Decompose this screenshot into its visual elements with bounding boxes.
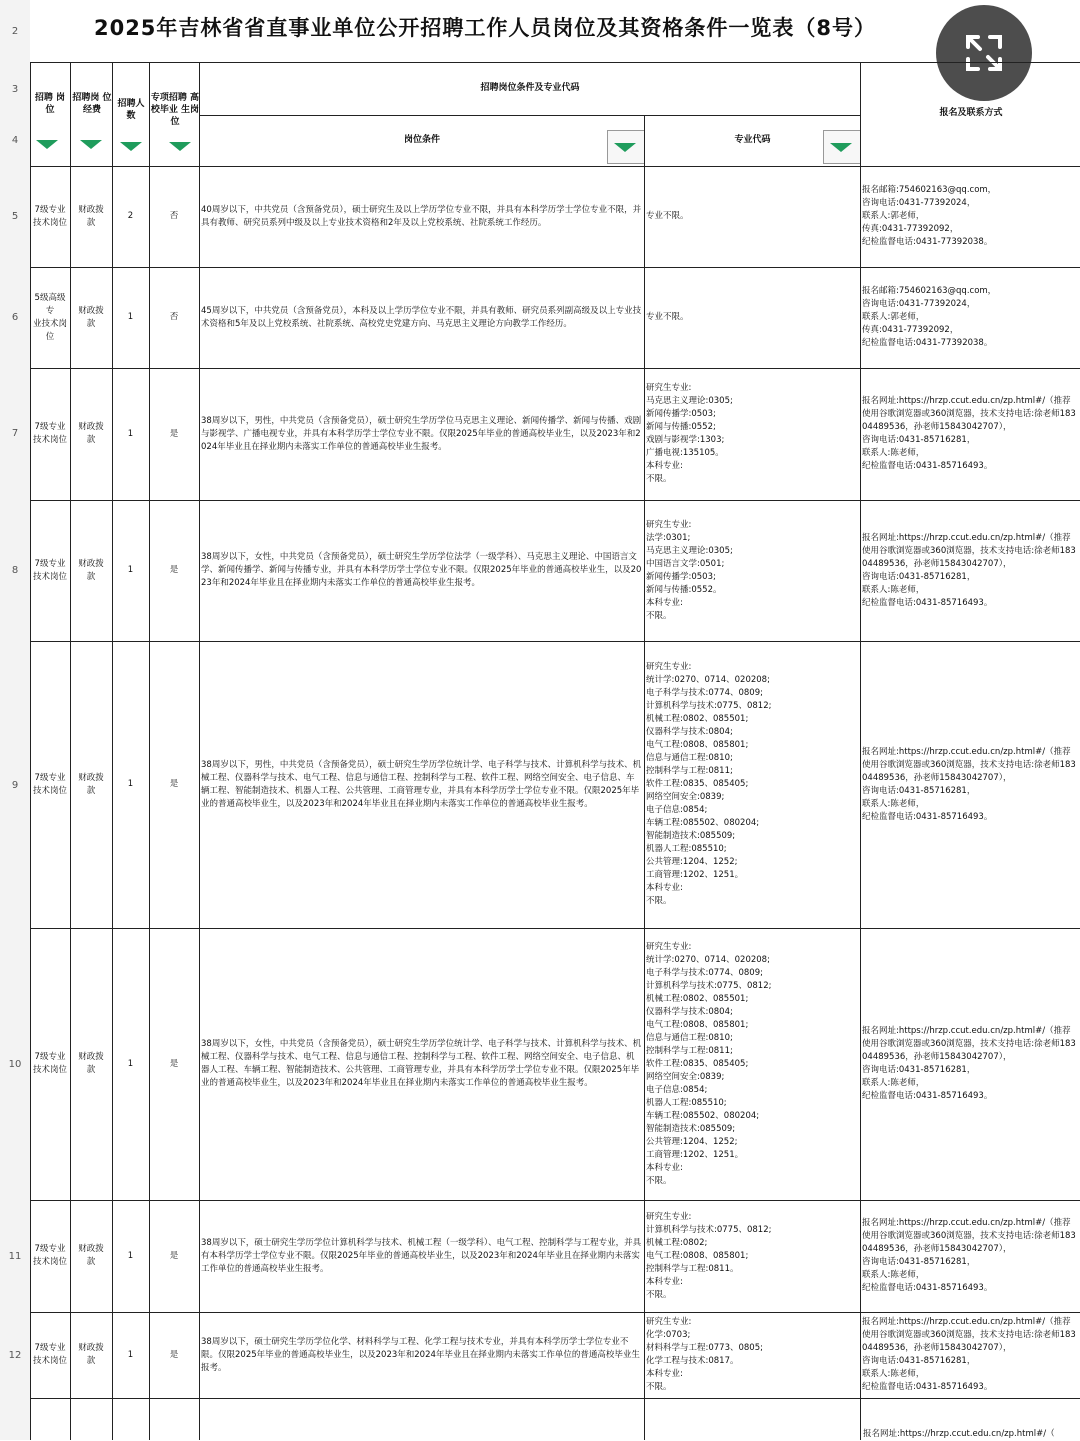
row-divider: [199, 115, 860, 116]
header-major-code: 专业代码: [734, 135, 771, 145]
expand-button[interactable]: [936, 5, 1032, 101]
post-cell: 7级专业 技术岗位: [32, 422, 67, 445]
expand-icon: [960, 29, 1008, 77]
row-divider: [30, 500, 1080, 501]
funding-cell: 财政拨 款: [78, 1244, 104, 1267]
row-number: 11: [8, 1251, 22, 1262]
count-cell: 1: [127, 312, 134, 322]
contact-cell: 报名邮箱:754602163@qq.com， 咨询电话:0431-77392024， 联系人:郭老师， 传真:0431-77392092， 纪检监督电话:0431-77392038。: [862, 286, 997, 348]
row-number: 5: [11, 211, 19, 222]
major-code-cell: 研究生专业: 计算机科学与技术:0775、0812; 机械工程:0802; 电气工程:0808、085801; 控制科学与工程:0811。 本科专业: 不限。: [646, 1211, 772, 1300]
row-number: 12: [8, 1350, 22, 1361]
count-cell: 2: [127, 211, 134, 221]
column-divider: [860, 62, 861, 1440]
row-number: 8: [11, 565, 19, 576]
conditions-cell: 38周岁以下，女性，中共党员（含预备党员），硕士研究生学历学位法学（一级学科）、马克思主义理论、中国语言文学、新闻传播学、新闻与传播专业，并具有本科学历学士学位专业不限。仅限2025年毕业的普通高校毕业生，以及2023年和2024年毕业且在择业期内未落实工作单位的普通高校毕业生报考。: [201, 552, 642, 588]
header-post: 招聘 岗位: [34, 93, 66, 115]
funding-cell: 财政拨 款: [78, 1343, 104, 1366]
major-code-cell: 专业不限。: [646, 312, 689, 322]
major-code-cell: 研究生专业: 统计学:0270、0714、020208; 电子科学与技术:0774、0809; 计算机科学与技术:0775、0812; 机械工程:0802、085501; 仪器科学与技术:0804; 电气工程:0808、085801; 信息与通信工程:0810; 控制科学与工程:0811; 软件工程:0835、085405; 网络空间安全:0839; 电子信息:0854; 机器人工程:085510; 车辆工程:085502、080204; 智能制造技术:085509; 公共管理:1204、1252; 工商管理:1202、1251。 本科专业: 不限。: [646, 941, 772, 1186]
page-title: 2025年吉林省省直事业单位公开招聘工作人员岗位及其资格条件一览表（8号）: [93, 16, 877, 40]
row-divider: [30, 1312, 1080, 1313]
contact-cell: 报名网址:https://hrzp.ccut.edu.cn/zp.html#/（推荐使用谷歌浏览器或360浏览器，技术支持电话:徐老师18304489536，孙老师15843042707）， 咨询电话:0431-85716281， 联系人:陈老师， 纪检监督电话:0431-85716493。: [862, 1026, 1076, 1101]
filter-dropdown-icon[interactable]: [614, 143, 636, 152]
major-code-cell: 专业不限。: [646, 211, 689, 221]
column-divider: [30, 62, 31, 1440]
filter-dropdown-icon[interactable]: [80, 140, 102, 149]
conditions-cell: 45周岁以下，中共党员（含预备党员），本科及以上学历学位专业不限，并具有教师、研究员系列副高级及以上专业技术资格和5年及以上党校系统、社院系统、高校党史党建方向、马克思主义理论方向教学工作经历。: [201, 305, 642, 329]
count-cell: 1: [127, 779, 134, 789]
column-divider: [199, 62, 200, 1440]
column-divider: [149, 62, 150, 1440]
funding-cell: 财政拨 款: [78, 305, 104, 329]
column-divider: [644, 115, 645, 1440]
row-number: 9: [11, 780, 19, 791]
post-cell: 7级专业 技术岗位: [32, 1052, 67, 1075]
row-number: 10: [8, 1059, 22, 1070]
header-funding: 招聘岗 位经费: [72, 93, 112, 115]
post-cell: 7级专业 技术岗位: [32, 1244, 67, 1267]
funding-cell: 财政拨 款: [78, 1052, 104, 1075]
special-cell: 是: [169, 428, 179, 439]
special-cell: 是: [169, 1058, 179, 1069]
conditions-cell: 38周岁以下，男性，中共党员（含预备党员），硕士研究生学历学位统计学、电子科学与技术、计算机科学与技术、机械工程、仪器科学与技术、电气工程、信息与通信工程、控制科学与工程、软件工程、网络空间安全、电子信息、车辆工程、智能制造技术、机器人工程、公共管理、工商管理专业，并具有本科学历学士学位专业不限。仅限2025年毕业的普通高校毕业生，以及2023年和2024年毕业且在择业期内未落实工作单位的普通高校毕业生报考。: [201, 759, 642, 809]
post-cell: 7级专业 技术岗位: [32, 1343, 67, 1366]
filter-dropdown-icon[interactable]: [830, 143, 852, 152]
count-cell: 1: [127, 565, 134, 575]
header-conditions-group: 招聘岗位条件及专业代码: [480, 83, 580, 93]
row-divider: [30, 62, 1080, 63]
row-number: 4: [11, 135, 19, 146]
contact-cell-partial: 报名网址:https://hrzp.ccut.edu.cn/zp.html#/（: [863, 1429, 1055, 1439]
header-special: 专项招聘 高校毕业 生岗位: [150, 93, 200, 127]
funding-cell: 财政拨 款: [78, 558, 104, 582]
count-cell: 1: [127, 428, 134, 439]
special-cell: 否: [169, 312, 179, 322]
conditions-cell: 38周岁以下，女性，中共党员（含预备党员），硕士研究生学历学位统计学、电子科学与技术、计算机科学与技术、机械工程、仪器科学与技术、电气工程、信息与通信工程、控制科学与工程、软件工程、网络空间安全、电子信息、机器人工程、车辆工程、智能制造技术、公共管理、工商管理专业，并具有本科学历学士学位专业不限。仅限2025年毕业的普通高校毕业生，以及2023年和2024年毕业且在择业期内未落实工作单位的普通高校毕业生报考。: [201, 1039, 642, 1088]
row-divider: [30, 166, 1080, 167]
header-count: 招聘人 数: [117, 99, 145, 121]
row-number: 7: [11, 428, 19, 439]
post-cell: 5级高级专 业技术岗 位: [32, 292, 67, 342]
header-conditions: 岗位条件: [403, 135, 440, 145]
filter-dropdown-icon[interactable]: [36, 140, 58, 149]
filter-dropdown-icon[interactable]: [120, 142, 142, 151]
major-code-cell: 研究生专业: 化学:0703; 材料科学与工程:0773、0805; 化学工程与技术:0817。 本科专业: 不限。: [646, 1317, 763, 1392]
row-divider: [30, 267, 1080, 268]
special-cell: 是: [169, 1349, 179, 1360]
special-cell: 是: [169, 779, 179, 789]
post-cell: 7级专业 技术岗位: [32, 204, 67, 228]
contact-cell: 报名网址:https://hrzp.ccut.edu.cn/zp.html#/（推荐使用谷歌浏览器或360浏览器，技术支持电话:徐老师18304489536，孙老师15843042707）， 咨询电话:0431-85716281， 联系人:陈老师， 纪检监督电话:0431-85716493。: [862, 396, 1076, 471]
column-divider: [70, 62, 71, 1440]
funding-cell: 财政拨 款: [78, 204, 104, 228]
filter-dropdown-icon[interactable]: [169, 142, 191, 151]
special-cell: 否: [169, 211, 179, 221]
row-divider: [30, 1398, 1080, 1399]
row-divider: [30, 641, 1080, 642]
contact-cell: 报名网址:https://hrzp.ccut.edu.cn/zp.html#/（推荐使用谷歌浏览器或360浏览器，技术支持电话:徐老师18304489536，孙老师15843042707）， 咨询电话:0431-85716281， 联系人:陈老师， 纪检监督电话:0431-85716493。: [862, 746, 1076, 822]
conditions-cell: 40周岁以下，中共党员（含预备党员），硕士研究生及以上学历学位专业不限，并具有本科学历学士学位专业不限，并具有教师、研究员系列中级及以上专业技术资格和2年及以上党校系统、社院系统工作经历。: [201, 204, 642, 228]
major-code-cell: 研究生专业: 法学:0301; 马克思主义理论:0305; 中国语言文学:0501; 新闻传播学:0503; 新闻与传播:0552。 本科专业: 不限。: [646, 519, 733, 621]
special-cell: 是: [169, 1250, 179, 1261]
major-code-cell: 研究生专业: 统计学:0270、0714、020208; 电子科学与技术:0774、0809; 计算机科学与技术:0775、0812; 机械工程:0802、085501; 仪器科学与技术:0804; 电气工程:0808、085801; 信息与通信工程:0810; 控制科学与工程:0811; 软件工程:0835、085405; 网络空间安全:0839; 电子信息:0854; 车辆工程:085502、080204; 智能制造技术:085509; 机器人工程:085510; 公共管理:1204、1252; 工商管理:1202、1251。 本科专业: 不限。: [646, 662, 772, 906]
contact-cell: 报名邮箱:754602163@qq.com， 咨询电话:0431-77392024， 联系人:郭老师， 传真:0431-77392092， 纪检监督电话:0431-77392038。: [862, 185, 997, 247]
contact-cell: 报名网址:https://hrzp.ccut.edu.cn/zp.html#/（推荐使用谷歌浏览器或360浏览器，技术支持电话:徐老师18304489536，孙老师15843042707）， 咨询电话:0431-85716281， 联系人:陈老师， 纪检监督电话:0431-85716493。: [862, 532, 1076, 608]
header-contact: 报名及联系方式: [939, 108, 1003, 118]
row-number: 6: [11, 312, 19, 323]
count-cell: 1: [127, 1058, 134, 1069]
major-code-cell: 研究生专业: 马克思主义理论:0305; 新闻传播学:0503; 新闻与传播:0552; 戏剧与影视学:1303; 广播电视:135105。 本科专业: 不限。: [646, 383, 733, 484]
contact-cell: 报名网址:https://hrzp.ccut.edu.cn/zp.html#/（推荐使用谷歌浏览器或360浏览器，技术支持电话:徐老师18304489536，孙老师15843042707）， 咨询电话:0431-85716281， 联系人:陈老师， 纪检监督电话:0431-85716493。: [862, 1218, 1076, 1293]
contact-cell: 报名网址:https://hrzp.ccut.edu.cn/zp.html#/（推荐使用谷歌浏览器或360浏览器，技术支持电话:徐老师18304489536，孙老师15843042707）， 咨询电话:0431-85716281， 联系人:陈老师， 纪检监督电话:0431-85716493。: [862, 1317, 1076, 1392]
conditions-cell: 38周岁以下，硕士研究生学历学位计算机科学与技术、机械工程（一级学科）、电气工程、控制科学与工程专业，并具有本科学历学士学位专业不限。仅限2025年毕业的普通高校毕业生，以及2023年和2024年毕业且在择业期内未落实工作单位的普通高校毕业生报考。: [201, 1237, 642, 1274]
conditions-cell: 38周岁以下，硕士研究生学历学位化学、材料科学与工程、化学工程与技术专业，并具有本科学历学士学位专业不限。仅限2025年毕业的普通高校毕业生，以及2023年和2024年毕业且在择业期内未落实工作单位的普通高校毕业生报考。: [201, 1336, 640, 1373]
row-number: 3: [11, 84, 19, 95]
count-cell: 1: [127, 1349, 134, 1360]
count-cell: 1: [127, 1250, 134, 1261]
conditions-cell: 38周岁以下，男性，中共党员（含预备党员），硕士研究生学历学位马克思主义理论、新闻传播学、新闻与传播、戏剧与影视学、广播电视专业，并具有本科学历学士学位专业不限。仅限2025年毕业的普通高校毕业生，以及2023年和2024年毕业且在择业期内未落实工作单位的普通高校毕业生报考。: [201, 415, 642, 452]
row-divider: [30, 928, 1080, 929]
funding-cell: 财政拨 款: [78, 422, 104, 445]
post-cell: 7级专业 技术岗位: [32, 772, 67, 796]
row-divider: [30, 1200, 1080, 1201]
funding-cell: 财政拨 款: [78, 772, 104, 796]
row-number: 2: [11, 26, 19, 37]
column-divider: [112, 62, 113, 1440]
row-divider: [30, 368, 1080, 369]
post-cell: 7级专业 技术岗位: [32, 558, 67, 582]
special-cell: 是: [169, 565, 179, 575]
